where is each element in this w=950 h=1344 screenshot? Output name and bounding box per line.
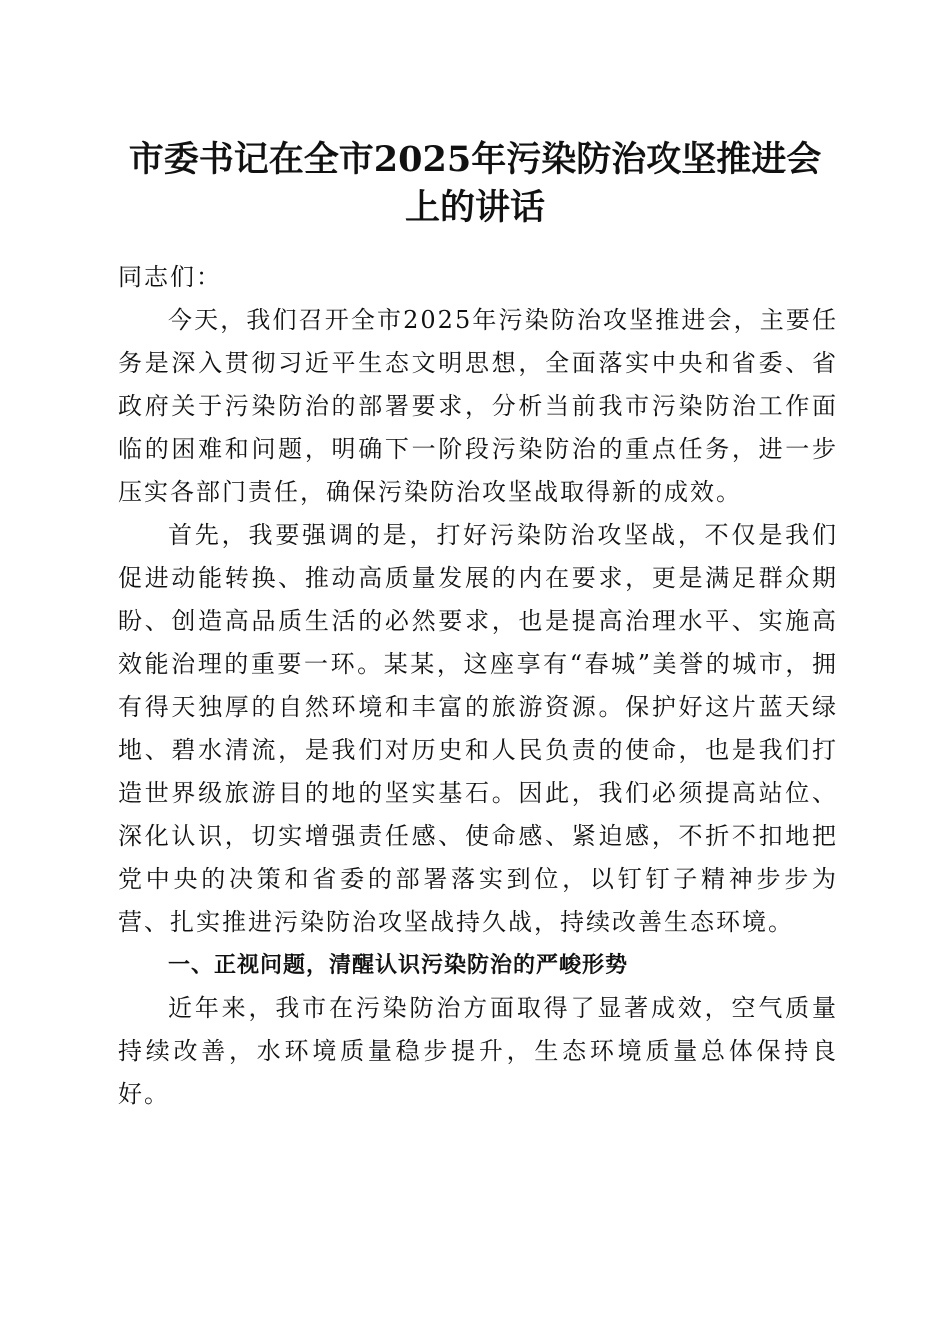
document-body	[118, 256, 838, 1116]
paragraph-opening: 今天，我们召开全市2025年污染防治攻坚推进会，主要任务是深入贯彻习近平生态文明思想，全面落实中央和省委、省政府关于污染防治的部署要求，分析当前我市污染防治工作面临的困难和问题，明确下一阶段污染防治的重点任务，进一步压实各部门责任，确保污染防治攻坚战取得新的成效。	[118, 306, 838, 506]
paragraph-section-1: 近年来，我市在污染防治方面取得了显著成效，空气质量持续改善，水环境质量稳步提升，生态环境质量总体保持良好。	[118, 994, 838, 1108]
title-line-2: 上的讲话	[404, 187, 545, 228]
section-heading-1: 一、正视问题，清醒认识污染防治的严峻形势	[168, 953, 629, 978]
paragraph-emphasis: 首先，我要强调的是，打好污染防治攻坚战，不仅是我们促进动能转换、推动高质量发展的内在要求，更是满足群众期盼、创造高品质生活的必然要求，也是提高治理水平、实施高效能治理的重要一环。某某，这座享有“春城”美誉的城市，拥有得天独厚的自然环境和丰富的旅游资源。保护好这片蓝天绿地、碧水清流，是我们对历史和人民负责的使命，也是我们打造世界级旅游目的地的坚实基石。因此，我们必须提高站位、深化认识，切实增强责任感、使命感、紧迫感，不折不扣地把党中央的决策和省委的部署落实到位，以钉钉子精神步步为营、扎实推进污染防治攻坚战持久战，持续改善生态环境。	[118, 521, 838, 936]
document-title	[100, 136, 850, 232]
title-line-1: 市委书记在全市2025年污染防治攻坚推进会	[128, 139, 822, 180]
salutation: 同志们：	[118, 263, 222, 291]
